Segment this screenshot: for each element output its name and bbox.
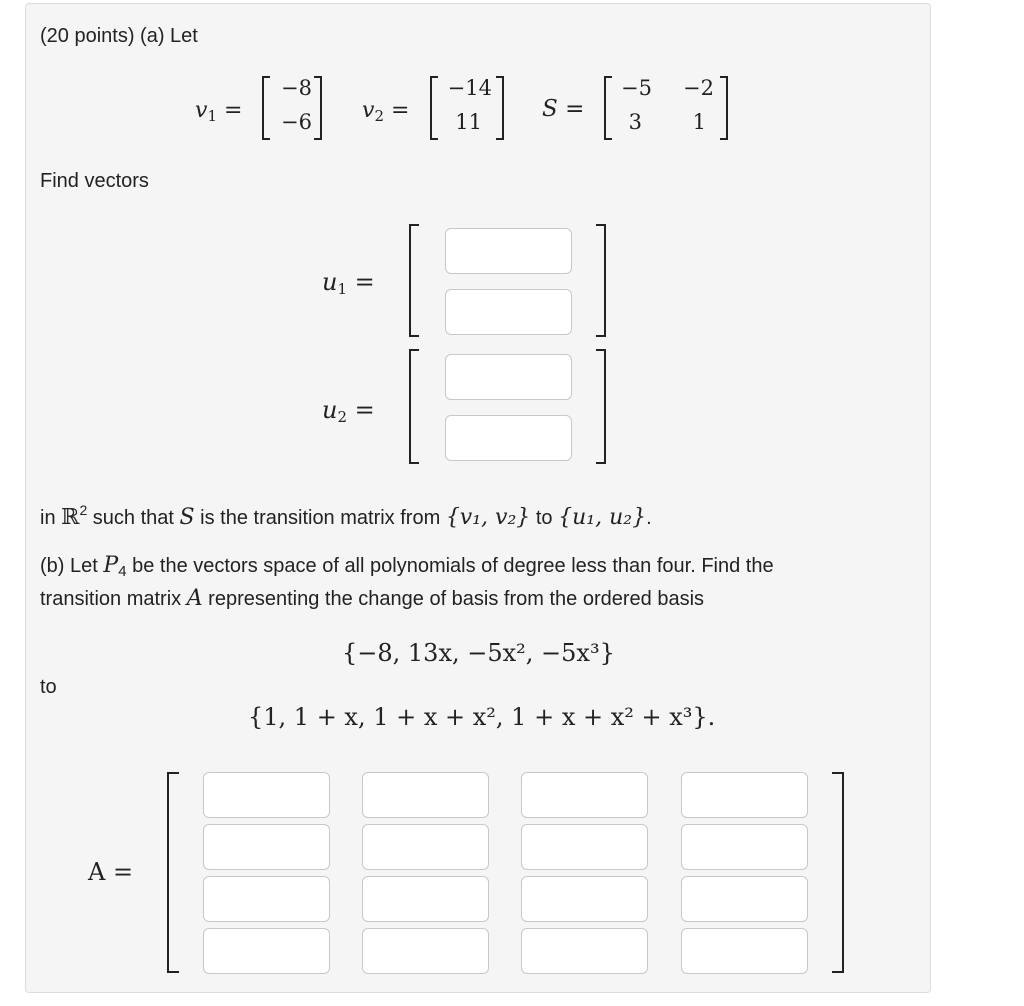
v2-entry-2: 11 xyxy=(455,110,482,134)
v1-right-bracket xyxy=(314,76,322,140)
v1-entry-2: −6 xyxy=(281,110,312,134)
s-left-bracket xyxy=(604,76,612,140)
v1-label: $v_1$ = xyxy=(195,98,243,125)
matrix-a-cell-2-3-input[interactable] xyxy=(521,824,648,870)
v2-entry-1: −14 xyxy=(447,76,492,100)
a-label: A = xyxy=(88,858,134,886)
basis-to: {1, 1 + x, 1 + x + x², 1 + x + x² + x³}. xyxy=(248,703,716,731)
u1-entry-1-input[interactable] xyxy=(445,228,572,274)
matrix-a-cell-1-1-input[interactable] xyxy=(203,772,330,818)
s-label: S = xyxy=(542,96,585,122)
s-entry-12: −2 xyxy=(683,76,714,100)
s-entry-21: 3 xyxy=(628,110,642,134)
condition-sentence: in ℝ$^2$ such that S is the transition matrix from {v₁, v₂} to {u₁, u₂}. xyxy=(40,502,652,530)
v2-left-bracket xyxy=(430,76,438,140)
s-right-bracket xyxy=(720,76,728,140)
basis-from: {−8, 13x, −5x², −5x³} xyxy=(342,639,615,667)
part-b-line-2: transition matrix A representing the change of basis from the ordered basis xyxy=(40,586,705,611)
v1-entry-1: −8 xyxy=(281,76,312,100)
u2-label: $u_2$ = xyxy=(322,396,375,426)
u1-right-bracket xyxy=(596,224,606,337)
to-text: to xyxy=(40,676,57,698)
matrix-a-cell-2-4-input[interactable] xyxy=(681,824,808,870)
u2-left-bracket xyxy=(409,349,419,464)
matrix-a-cell-1-3-input[interactable] xyxy=(521,772,648,818)
matrix-a-cell-4-4-input[interactable] xyxy=(681,928,808,974)
u2-entry-1-input[interactable] xyxy=(445,354,572,400)
matrix-a-cell-3-4-input[interactable] xyxy=(681,876,808,922)
u2-entry-2-input[interactable] xyxy=(445,415,572,461)
matrix-a-cell-3-3-input[interactable] xyxy=(521,876,648,922)
matrix-a-cell-3-1-input[interactable] xyxy=(203,876,330,922)
u1-entry-2-input[interactable] xyxy=(445,289,572,335)
u2-right-bracket xyxy=(596,349,606,464)
matrix-a-cell-3-2-input[interactable] xyxy=(362,876,489,922)
matrix-a-cell-1-4-input[interactable] xyxy=(681,772,808,818)
part-b-line-1: (b) Let $P_4$ be the vectors space of all polynomials of degree less than four. Find the xyxy=(40,553,774,580)
matrix-a-cell-2-2-input[interactable] xyxy=(362,824,489,870)
v1-left-bracket xyxy=(262,76,270,140)
s-entry-11: −5 xyxy=(621,76,652,100)
u1-label: $u_1$ = xyxy=(322,268,375,298)
a-left-bracket xyxy=(167,772,179,973)
v2-right-bracket xyxy=(496,76,504,140)
part-a-header: (20 points) (a) Let xyxy=(40,25,198,47)
u1-left-bracket xyxy=(409,224,419,337)
matrix-a-cell-1-2-input[interactable] xyxy=(362,772,489,818)
matrix-a-cell-4-3-input[interactable] xyxy=(521,928,648,974)
a-right-bracket xyxy=(832,772,844,973)
matrix-a-cell-4-1-input[interactable] xyxy=(203,928,330,974)
s-entry-22: 1 xyxy=(692,110,706,134)
find-vectors-text: Find vectors xyxy=(40,170,149,192)
matrix-a-cell-4-2-input[interactable] xyxy=(362,928,489,974)
v2-label: $v_2$ = xyxy=(362,98,410,125)
matrix-a-cell-2-1-input[interactable] xyxy=(203,824,330,870)
